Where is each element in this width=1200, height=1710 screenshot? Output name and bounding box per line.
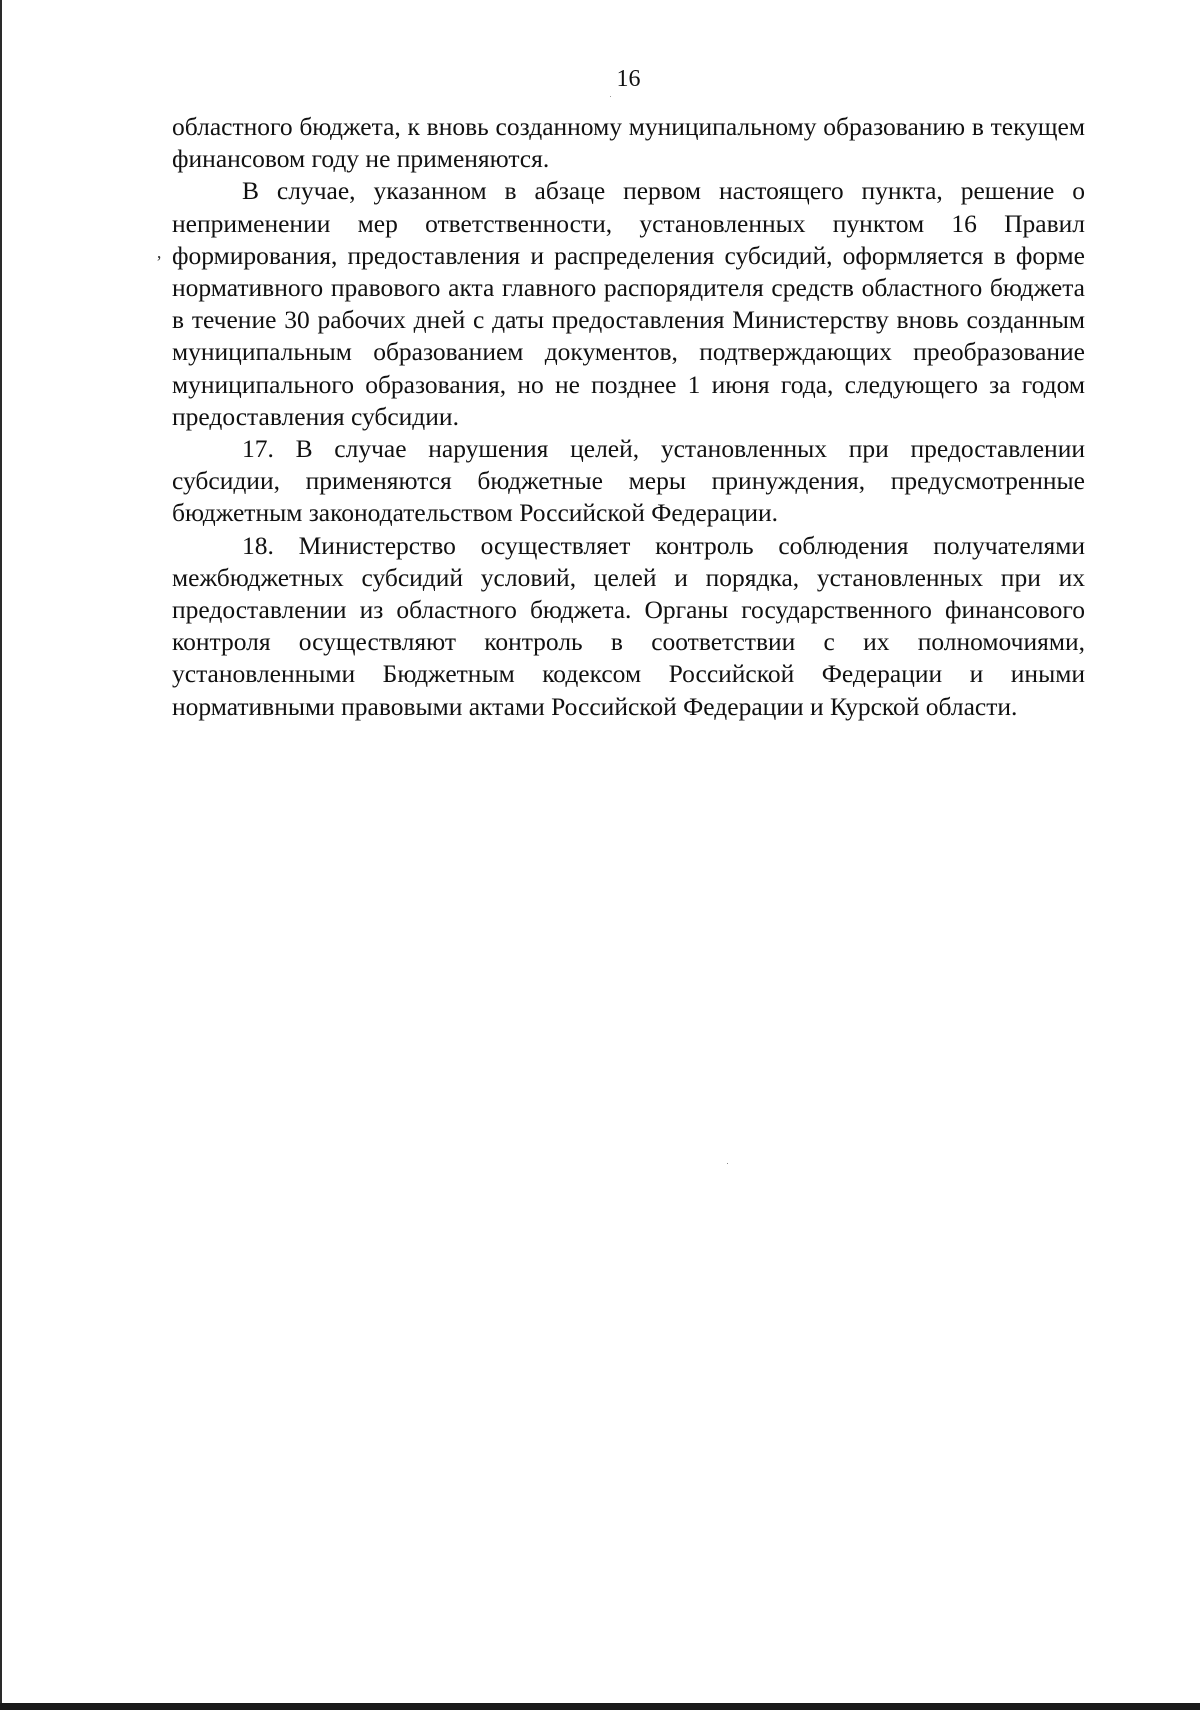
document-body — [172, 111, 1085, 723]
page-number: 16 — [616, 66, 641, 92]
scan-left-edge — [0, 0, 2, 1710]
paragraph-case: В случае, указанном в абзаце первом настоящего пункта, решение о неприменении мер ответственности, установленных пунктом 16 Правил формирования, предоставления и распределения субсидий, оформляется в форме нормативного правового акта главного распорядителя средств областного бюджета в течение 30 рабочих дней с даты предоставления Министерству вновь созданным муниципальным образованием документов, подтверждающих преобразование муниципального образования, но не позднее 1 июня года, следующего за годом предоставления субсидии. — [172, 176, 1085, 431]
scan-bottom-edge — [0, 1703, 1200, 1710]
paragraph-18: 18. Министерство осуществляет контроль соблюдения получателями межбюджетных субсидий условий, целей и порядка, установленных при их предоставлении из областного бюджета. Органы государственного финансового контроля осуществляют контроль в соответствии с их полномочиями, установленными Бюджетным кодексом Российской Федерации и иными нормативными правовыми актами Российской Федерации и Курской области. — [172, 530, 1085, 721]
scan-speck — [610, 96, 611, 97]
margin-mark: ’ — [156, 252, 162, 272]
paragraph-continuation: областного бюджета, к вновь созданному муниципальному образованию в текущем финансовом году не применяются. — [172, 112, 1085, 174]
scan-speck — [727, 1163, 728, 1164]
paragraph-17: 17. В случае нарушения целей, установленных при предоставлении субсидии, применяются бюджетные меры принуждения, предусмотренные бюджетным законодательством Российской Федерации. — [172, 434, 1085, 528]
